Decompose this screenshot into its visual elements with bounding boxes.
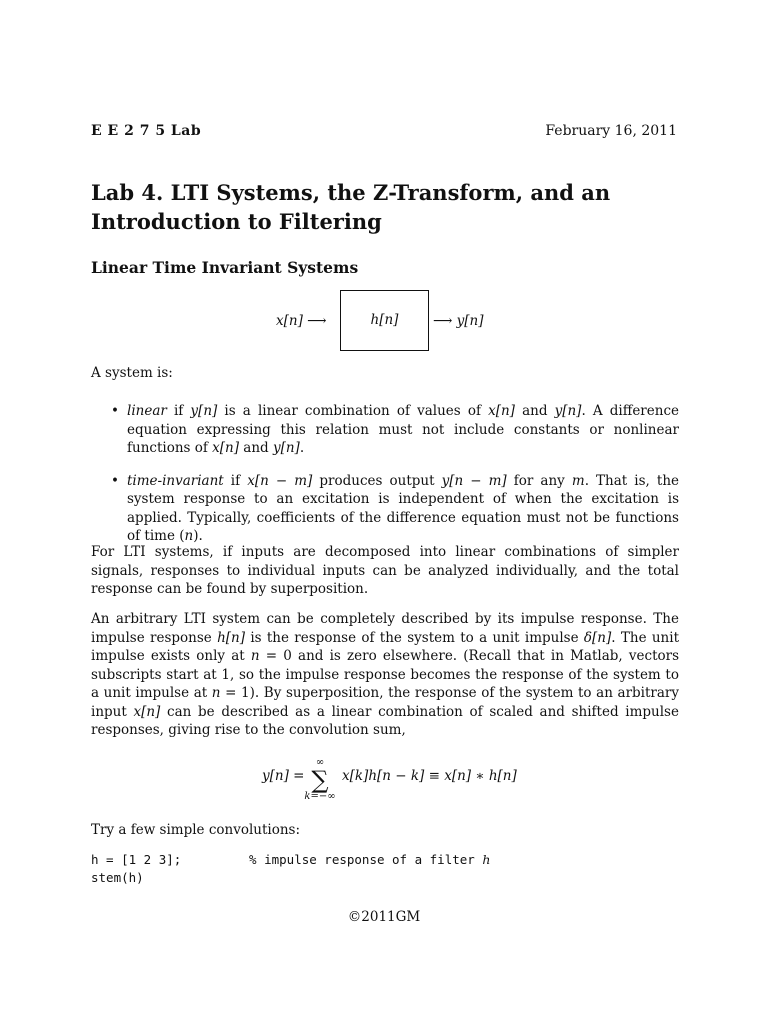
equation-lhs: y[n] = <box>262 768 305 784</box>
text-run: = 0 and is zero elsewhere. (Recall that in Matlab, vectors subscripts start at 1, so the impulse response becomes the response of the system to a unit impulse at <box>91 648 680 701</box>
text-run: if <box>166 403 191 419</box>
math-run: x[n − m] <box>247 472 313 489</box>
math-run: y[n] <box>554 403 582 419</box>
math-run: x[n] <box>488 403 515 419</box>
text-run: for any <box>506 472 572 489</box>
text-run: is the response of the system to a unit impulse <box>245 629 584 646</box>
text-run: and <box>239 440 273 456</box>
code-comment-var: h <box>482 852 491 867</box>
math-run: n <box>211 685 221 701</box>
code-block <box>91 851 490 887</box>
text-run: = 1). By superposition, the response of the system to an arbitrary input <box>91 685 679 720</box>
text-run: can be described as a linear combination of scaled and shifted impulse responses, giving rise to the convolution sum, <box>91 703 679 738</box>
text-run: . A difference equation expressing this relation must not include constants or nonlinear functions of <box>127 403 679 456</box>
document-date: February 16, 2011 <box>545 123 677 139</box>
convolution-equation <box>0 758 768 804</box>
math-run: y[n − m] <box>441 472 507 489</box>
section-heading: Linear Time Invariant Systems <box>91 258 359 277</box>
bullet-icon: • <box>111 403 119 419</box>
math-run: x[n] <box>133 703 161 720</box>
math-run: h[n] <box>217 629 246 646</box>
system-block-diagram <box>0 288 768 358</box>
diagram-block-label: h[n] <box>370 312 399 328</box>
equation-rhs: x[k]h[n − k] ≡ x[n] ∗ h[n] <box>342 768 517 784</box>
diagram-output: ⟶ y[n] <box>433 313 484 329</box>
term-linear: linear <box>127 403 167 419</box>
math-run: n <box>250 648 260 664</box>
paragraph-lti-superposition: For LTI systems, if inputs are decomposed into linear combinations of simpler signals, responses to individual inputs can be analyzed individually, and the total response can be found by superposition. <box>91 544 679 597</box>
list-item-linear <box>91 402 679 458</box>
text-run: An arbitrary LTI system can be completely described by its impulse response. The impulse response <box>91 611 679 646</box>
bullet-icon: • <box>111 472 119 489</box>
property-list <box>91 402 679 560</box>
math-run: y[n] <box>272 440 300 456</box>
sigma-icon: ∑ <box>311 766 329 794</box>
text-run: . <box>299 440 305 456</box>
list-item-time-invariant <box>91 472 679 546</box>
diagram-input: x[n] ⟶ <box>276 313 327 329</box>
diagram-block <box>340 290 429 351</box>
text-run: is a linear combination of values of <box>217 403 489 419</box>
math-run: m <box>571 472 585 489</box>
math-run: n <box>184 528 194 544</box>
text-run: produces output <box>312 472 442 489</box>
text-run: if <box>223 472 248 489</box>
paragraph-try-convolutions: Try a few simple convolutions: <box>91 822 301 838</box>
text-run: . That is, the system response to an excitation is independent of when the excitation is applied. Typically, coefficients of the difference equation must not be functions of time ( <box>127 472 680 544</box>
intro-text: A system is: <box>91 365 173 381</box>
text-run: ). <box>193 528 203 544</box>
lab-title: Lab 4. LTI Systems, the Z-Transform, and an Introduction to Filtering <box>91 180 611 234</box>
text-run: and <box>514 403 555 419</box>
math-run: x[n] <box>212 440 239 456</box>
text-run: . The unit impulse exists only at <box>91 629 679 664</box>
math-run: δ[n] <box>583 629 612 646</box>
paragraph-impulse-response <box>91 610 679 740</box>
sum-lower-limit: k=−∞ <box>304 791 336 802</box>
code-line: h = [1 2 3]; % impulse response of a filter <box>91 852 483 867</box>
term-time-invariant: time-invariant <box>127 472 224 489</box>
summation-symbol <box>300 758 340 802</box>
code-line: stem(h) <box>91 870 144 885</box>
math-run: y[n] <box>190 403 218 419</box>
course-label: E E 2 7 5 Lab <box>91 123 202 139</box>
sum-upper-limit: ∞ <box>315 757 325 768</box>
copyright-footer: ©2011GM <box>347 909 421 925</box>
